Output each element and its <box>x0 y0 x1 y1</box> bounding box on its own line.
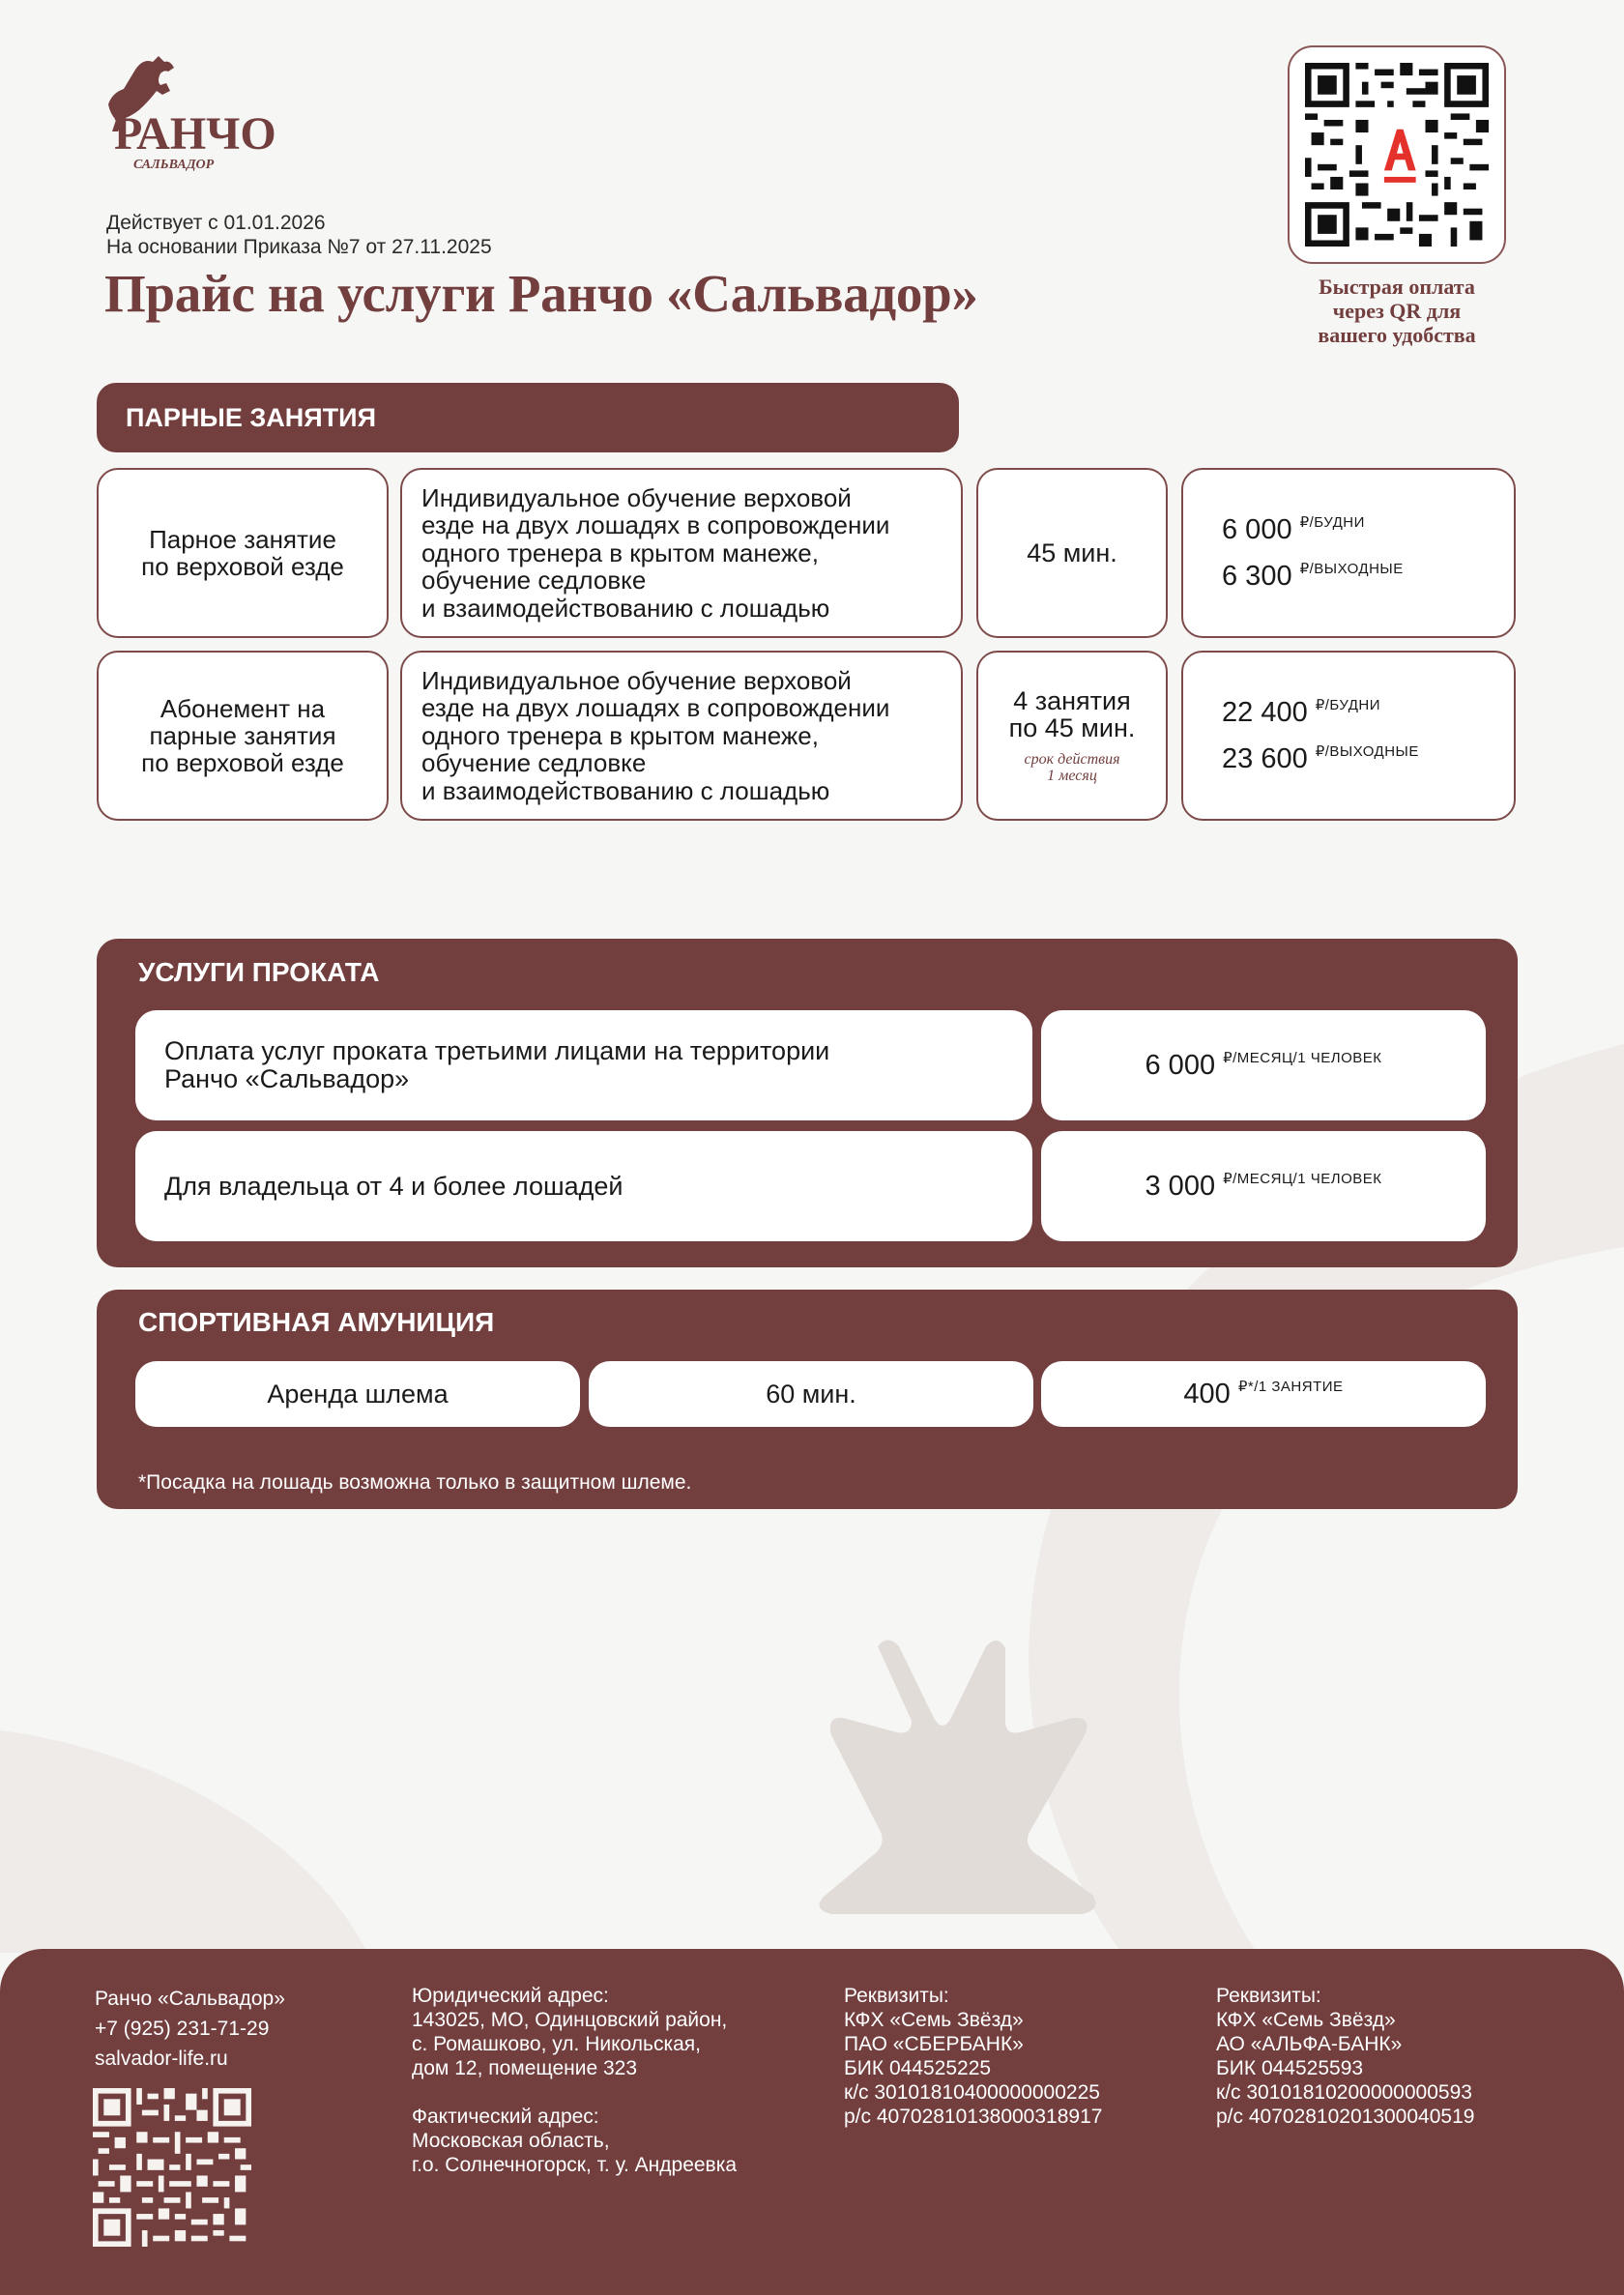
page-title: Прайс на услуги Ранчо «Сальвадор» <box>104 264 978 323</box>
service-duration: 45 мин. <box>1027 538 1117 567</box>
price-unit: ₽/БУДНИ <box>1315 697 1381 713</box>
footer-addresses <box>412 1984 737 2177</box>
service-name: Абонемент на парные занятия по верховой езде <box>141 694 344 777</box>
price-weekend <box>1222 560 1404 593</box>
logo-subtext: САЛЬВАДОР <box>133 158 215 171</box>
service-name-cell <box>97 651 389 821</box>
bank-details-line: р/с 40702810201300040519 <box>1216 2106 1475 2128</box>
price-value: 23 600 <box>1222 743 1308 774</box>
bank-details-line: БИК 044525593 <box>1216 2057 1364 2079</box>
service-duration-cell <box>976 468 1168 638</box>
equipment-duration: 60 мин. <box>766 1379 856 1409</box>
legal-address-label: Юридический адрес: <box>412 1985 609 2007</box>
service-duration: 4 занятия по 45 мин. <box>1008 686 1136 742</box>
price-weekday <box>1222 696 1380 729</box>
rental-description: Для владельца от 4 и более лошадей <box>164 1171 624 1201</box>
price-value: 400 <box>1183 1379 1231 1409</box>
service-name: Парное занятие по верховой езде <box>141 525 344 581</box>
price-unit: ₽/БУДНИ <box>1299 514 1365 531</box>
price-unit: ₽/ВЫХОДНЫЕ <box>1315 743 1419 760</box>
rental-description: Оплата услуг проката третьими лицами на территории Ранчо «Сальвадор» <box>164 1036 830 1093</box>
legal-address-line: 143025, МО, Одинцовский район, <box>412 2009 728 2031</box>
document-meta <box>106 211 492 259</box>
horse-rider-logo-icon <box>97 50 280 171</box>
qr-caption-line: Быстрая оплата <box>1319 275 1475 299</box>
bank-details-line: АО «АЛЬФА-БАНК» <box>1216 2033 1403 2055</box>
service-description: Индивидуальное обучение верховой езде на двух лошадях в сопровождении одного тренера в крытом манеже, обучение седловке и взаимодействованию с лошадью <box>421 482 890 623</box>
section-title: УСЛУГИ ПРОКАТА <box>138 957 380 987</box>
price-weekday <box>1222 513 1365 546</box>
order-basis-text: На основании Приказа №7 от 27.11.2025 <box>106 236 492 258</box>
price-unit: ₽*/1 ЗАНЯТИЕ <box>1237 1379 1344 1395</box>
bank-details-line: КФХ «Семь Звёзд» <box>1216 2009 1396 2031</box>
bank-details-sberbank <box>844 1984 1102 2129</box>
qr-caption-line: через QR для <box>1332 299 1462 323</box>
price-value: 22 400 <box>1222 697 1308 728</box>
qr-caption-line: вашего удобства <box>1318 323 1476 347</box>
logo-text: РАНЧО <box>114 108 276 160</box>
price-unit: ₽/МЕСЯЦ/1 ЧЕЛОВЕК <box>1223 1171 1382 1187</box>
bank-details-alfabank <box>1216 1984 1474 2129</box>
section-title: СПОРТИВНАЯ АМУНИЦИЯ <box>138 1307 495 1337</box>
equipment-price <box>1183 1378 1343 1410</box>
bank-details-line: КФХ «Семь Звёзд» <box>844 2009 1024 2031</box>
section-header-pair-lessons <box>97 383 959 452</box>
service-description-cell <box>400 468 963 638</box>
equipment-duration-cell <box>589 1361 1033 1427</box>
service-duration-cell <box>976 651 1168 821</box>
footer-website-link[interactable]: salvador-life.ru <box>95 2048 228 2070</box>
validity-note: срок действия 1 месяц <box>1024 751 1120 784</box>
bank-details-line: ПАО «СБЕРБАНК» <box>844 2033 1024 2055</box>
actual-address-line: г.о. Солнечногорск, т. у. Андреевка <box>412 2154 738 2176</box>
rental-price-cell <box>1041 1010 1486 1120</box>
website-qr-code[interactable] <box>93 2088 251 2247</box>
equipment-item-cell <box>135 1361 580 1427</box>
bank-details-line: к/с 30101810400000000225 <box>844 2081 1100 2104</box>
equipment-price-cell <box>1041 1361 1486 1427</box>
background-arc-left <box>0 1730 367 1953</box>
ranch-logo <box>97 50 280 171</box>
alfa-bank-qr-icon <box>1305 63 1489 247</box>
bank-details-label: Реквизиты: <box>1216 1985 1321 2007</box>
rental-description-cell <box>135 1010 1032 1120</box>
equipment-item: Аренда шлема <box>267 1379 449 1409</box>
bank-details-line: БИК 044525225 <box>844 2057 992 2079</box>
valid-from-text: Действует с 01.01.2026 <box>106 212 326 234</box>
price-value: 3 000 <box>1145 1171 1216 1202</box>
rental-price <box>1146 1049 1382 1082</box>
footer-company-name: Ранчо «Сальвадор» <box>95 1988 285 2010</box>
bank-details-line: р/с 40702810138000318917 <box>844 2106 1103 2128</box>
website-qr-icon <box>93 2088 251 2247</box>
service-price-cell <box>1181 468 1516 638</box>
rental-price <box>1146 1170 1382 1203</box>
qr-payment-caption <box>1266 275 1527 347</box>
section-title: ПАРНЫЕ ЗАНЯТИЯ <box>126 402 376 432</box>
bank-details-label: Реквизиты: <box>844 1985 949 2007</box>
price-unit: ₽/МЕСЯЦ/1 ЧЕЛОВЕК <box>1223 1050 1382 1066</box>
payment-qr-code[interactable] <box>1288 45 1506 264</box>
legal-address-line: с. Ромашково, ул. Никольская, <box>412 2033 701 2055</box>
actual-address-label: Фактический адрес: <box>412 2106 599 2128</box>
price-weekend <box>1222 742 1419 775</box>
service-description: Индивидуальное обучение верховой езде на двух лошадях в сопровождении одного тренера в крытом манеже, обучение седловке и взаимодействованию с лошадью <box>421 665 890 805</box>
price-value: 6 000 <box>1222 514 1292 545</box>
legal-address-line: дом 12, помещение 323 <box>412 2057 637 2079</box>
footer-phone-link[interactable]: +7 (925) 231-71-29 <box>95 2018 270 2040</box>
price-value: 6 000 <box>1145 1050 1216 1081</box>
price-unit: ₽/ВЫХОДНЫЕ <box>1299 561 1404 577</box>
actual-address-line: Московская область, <box>412 2130 610 2152</box>
service-price-cell <box>1181 651 1516 821</box>
bank-details-line: к/с 30101810200000000593 <box>1216 2081 1472 2104</box>
service-description-cell <box>400 651 963 821</box>
price-value: 6 300 <box>1222 561 1292 592</box>
service-name-cell <box>97 468 389 638</box>
rental-price-cell <box>1041 1131 1486 1241</box>
footer-contacts <box>95 1984 285 2074</box>
helmet-footnote: *Посадка на лошадь возможна только в защитном шлеме. <box>138 1471 692 1494</box>
rental-description-cell <box>135 1131 1032 1241</box>
